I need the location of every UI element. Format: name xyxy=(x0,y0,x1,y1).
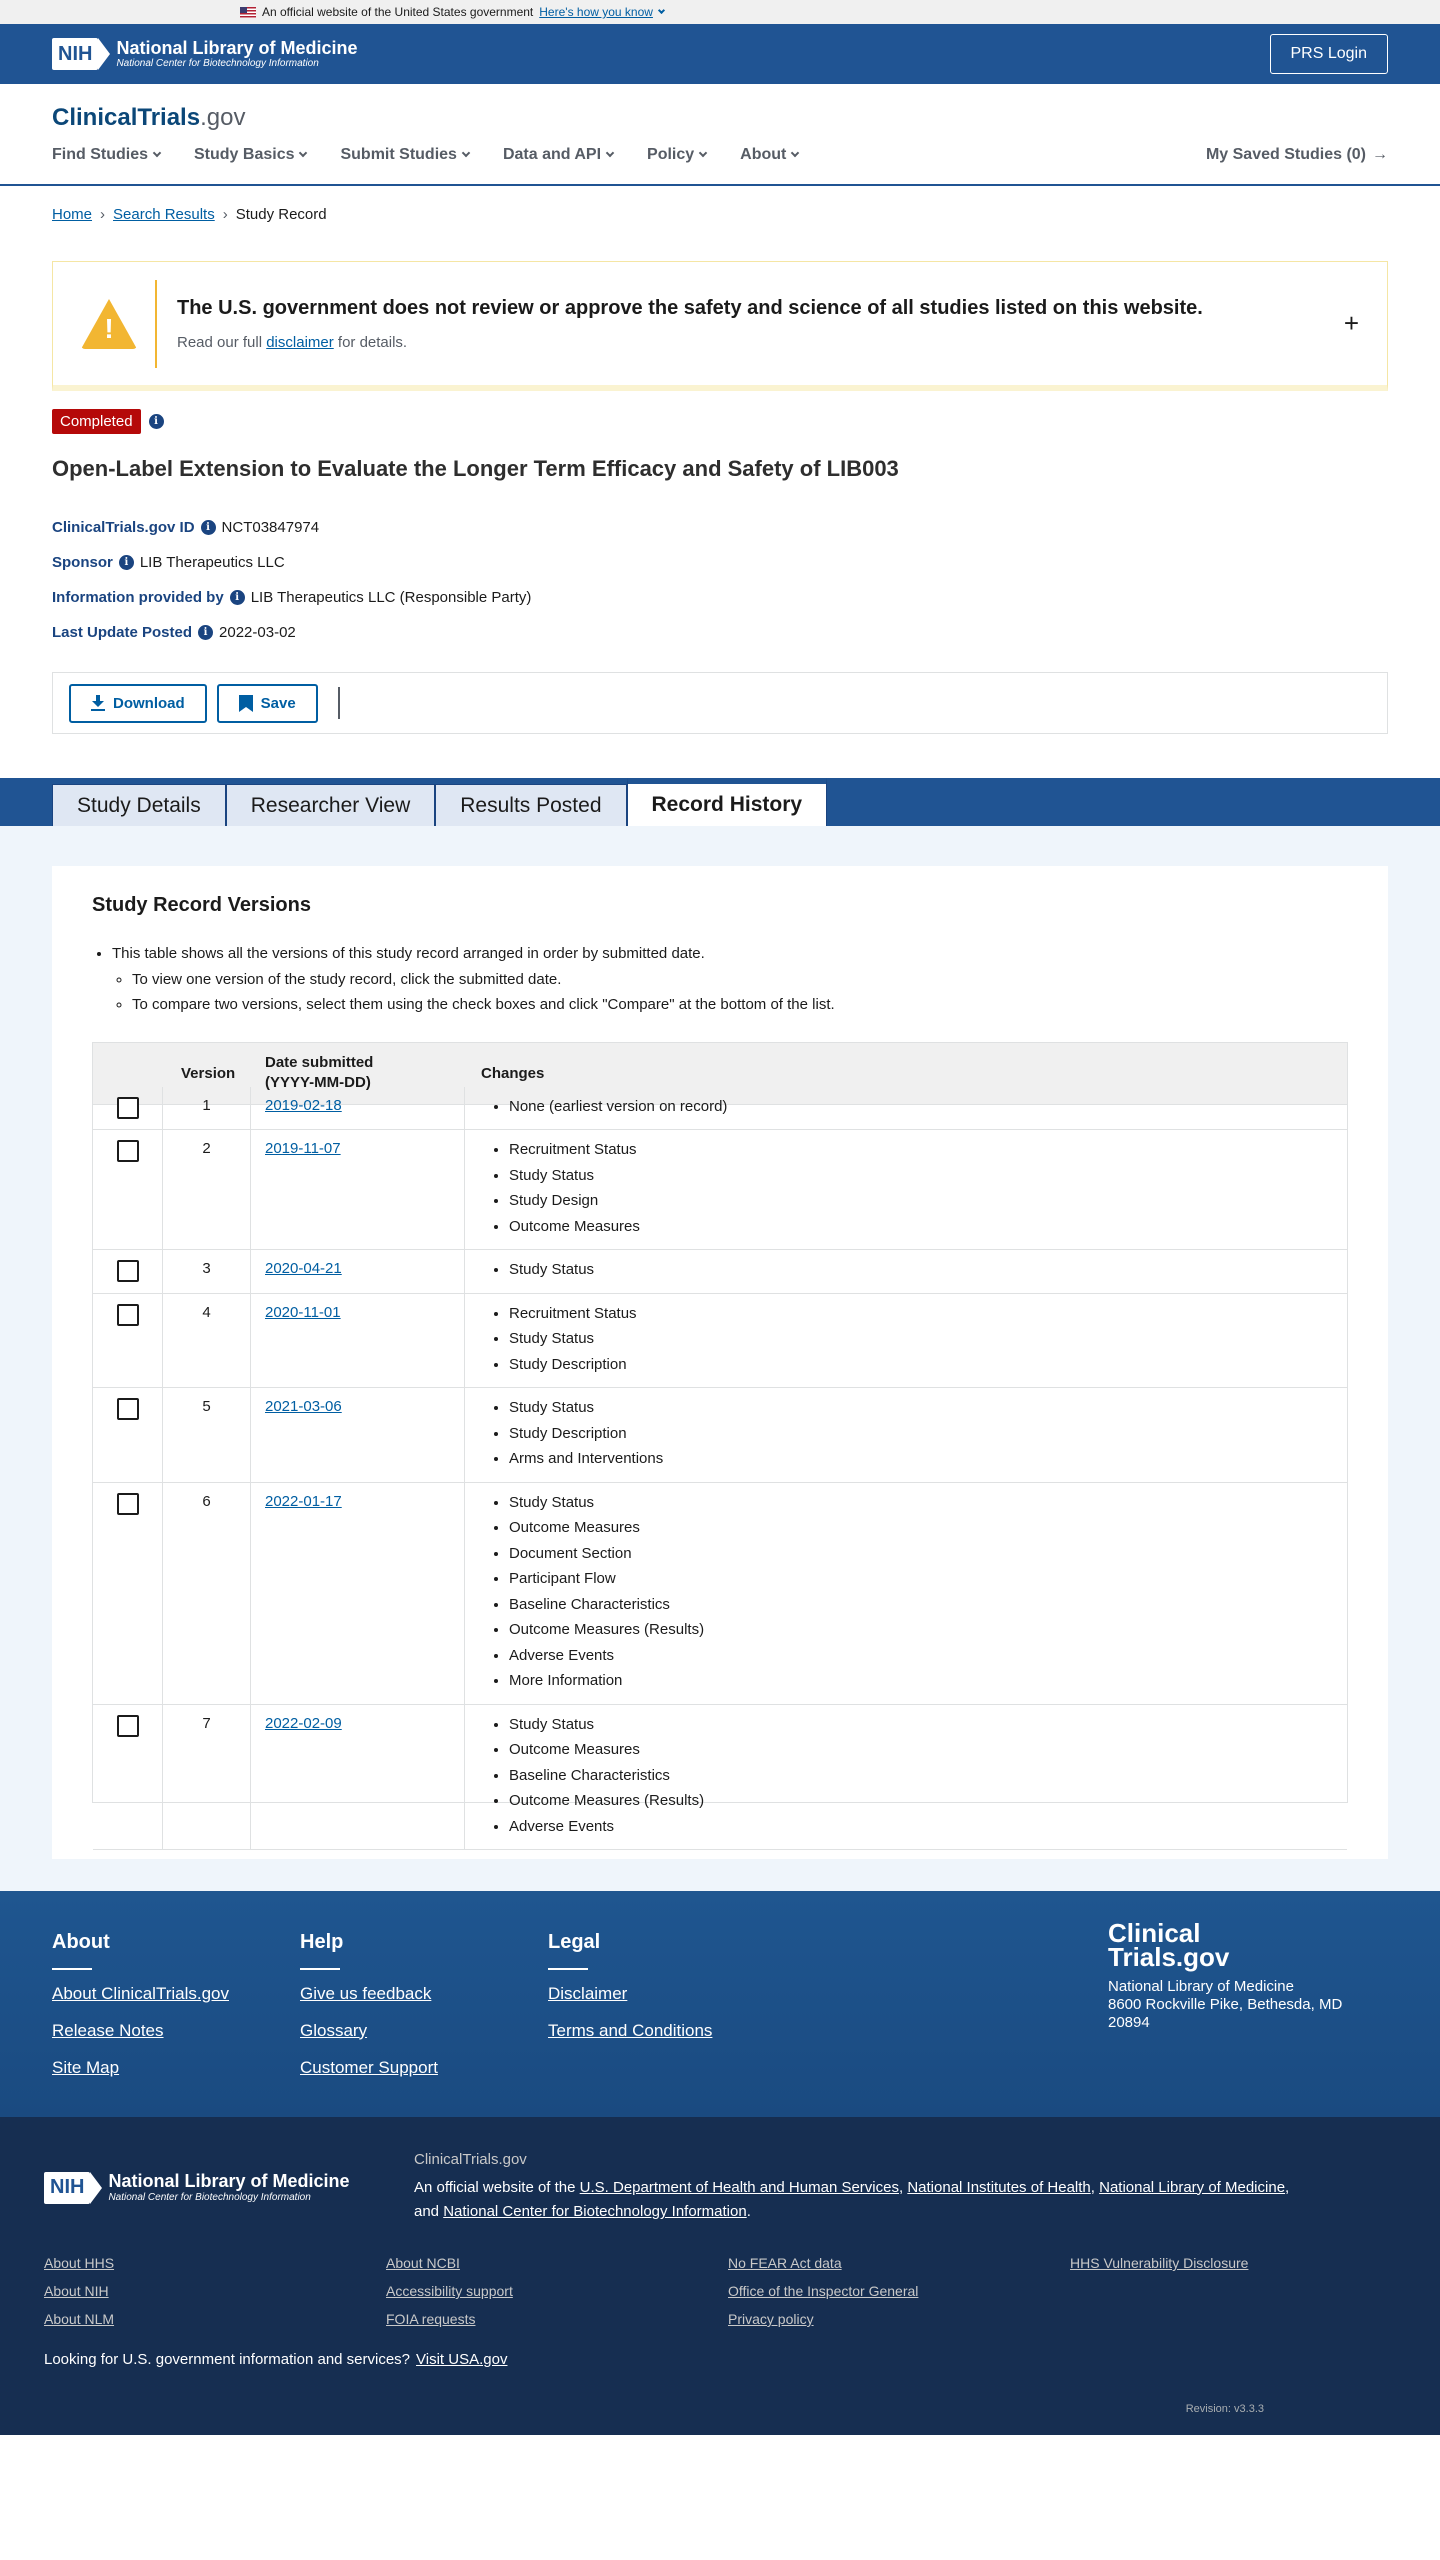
table-row xyxy=(93,1483,1347,1705)
footer-help xyxy=(300,1931,548,2077)
footer-link-terms[interactable]: Terms and Conditions xyxy=(548,2020,713,2040)
date-cell xyxy=(251,1294,465,1388)
header-date-line2: (YYYY-MM-DD) xyxy=(265,1074,371,1091)
row-select-cell xyxy=(93,1294,163,1388)
change-item: • Study Status xyxy=(509,1490,1347,1516)
versions-instructions xyxy=(92,941,1348,1018)
disclaimer-alert xyxy=(52,261,1388,391)
nav-label: Find Studies xyxy=(52,146,148,163)
chevron-down-icon xyxy=(658,6,665,13)
footer-link-about-ct[interactable]: About ClinicalTrials.gov xyxy=(52,1983,229,2003)
change-item: • Recruitment Status xyxy=(509,1137,1347,1163)
link-accessibility[interactable]: Accessibility support xyxy=(386,2283,513,2299)
change-item: • Study Status xyxy=(509,1712,1347,1738)
meta-label: Last Update Posted xyxy=(52,624,193,641)
tab-record-history[interactable]: Record History xyxy=(627,778,828,826)
version-number: 6 xyxy=(163,1483,251,1704)
nih-header xyxy=(0,24,1440,84)
study-tabs xyxy=(0,778,1440,826)
nav-data-and-api[interactable] xyxy=(503,146,613,164)
meta-value: 2022-03-02 xyxy=(219,624,296,641)
footer-about xyxy=(52,1931,300,2077)
footer-link-release-notes[interactable]: Release Notes xyxy=(52,2020,164,2040)
nav-label: Submit Studies xyxy=(340,146,457,163)
version-number: 3 xyxy=(163,1250,251,1293)
header-version: Version xyxy=(181,1064,236,1082)
table-row xyxy=(93,1705,1347,1851)
info-icon[interactable]: i xyxy=(201,520,216,535)
nlm-logo-title: National Library of Medicine xyxy=(116,37,358,58)
table-row xyxy=(93,1250,1347,1294)
row-select-cell xyxy=(93,1087,163,1130)
date-cell xyxy=(251,1483,465,1704)
change-item: • Adverse Events xyxy=(509,1643,1347,1669)
instruction-sub-item: ◦ To compare two versions, select them using the check boxes and click "Compare" at the bottom of the list. xyxy=(132,992,1348,1018)
bookmark-icon xyxy=(239,695,253,712)
footer-legal xyxy=(548,1931,796,2077)
nav-label: Study Basics xyxy=(194,146,295,163)
changes-cell xyxy=(465,1294,1347,1388)
link-about-nih[interactable]: About NIH xyxy=(44,2283,109,2299)
row-select-cell xyxy=(93,1483,163,1704)
change-item: • Baseline Characteristics xyxy=(509,1592,1347,1618)
version-date-link[interactable]: 2022-02-09 xyxy=(265,1714,342,1732)
meta-label: ClinicalTrials.gov ID xyxy=(52,519,195,536)
chevron-down-icon xyxy=(299,149,307,157)
save-button[interactable] xyxy=(217,684,318,723)
change-item: • Arms and Interventions xyxy=(509,1446,1347,1472)
ncbi-link[interactable]: National Center for Biotechnology Information xyxy=(443,2203,747,2221)
link-inspector-general[interactable]: Office of the Inspector General xyxy=(728,2283,919,2299)
versions-panel xyxy=(52,866,1388,1859)
version-date-link[interactable]: 2021-03-06 xyxy=(265,1398,342,1415)
version-number: 7 xyxy=(163,1705,251,1850)
row-select-cell xyxy=(93,1250,163,1293)
usa-text: Looking for U.S. government information and services? xyxy=(44,2351,411,2368)
nih-link[interactable]: National Institutes of Health xyxy=(907,2178,1091,2196)
versions-heading: Study Record Versions xyxy=(92,894,311,916)
main-nav xyxy=(52,146,1388,164)
warning-icon: ! xyxy=(81,299,137,349)
version-number: 1 xyxy=(163,1087,251,1130)
change-item: • Study Description xyxy=(509,1352,1347,1378)
site-header xyxy=(0,84,1440,186)
footer-org: National Library of Medicine xyxy=(1108,1977,1294,1995)
tab-results-posted[interactable]: Results Posted xyxy=(435,784,626,826)
nlm-link[interactable]: National Library of Medicine xyxy=(1099,2178,1286,2196)
change-item: • More Information xyxy=(509,1668,1347,1694)
versions-table xyxy=(92,1042,1348,1835)
divider xyxy=(548,1968,588,1970)
record-history-section xyxy=(0,826,1440,1891)
change-item: • Study Description xyxy=(509,1421,1347,1447)
chevron-down-icon xyxy=(791,149,799,157)
study-meta xyxy=(52,510,1388,650)
footer-street: 8600 Rockville Pike, Bethesda, MD 20894 xyxy=(1108,1995,1343,2031)
empty-cell xyxy=(1070,2311,1412,2327)
divider xyxy=(155,280,157,368)
saved-studies-label: My Saved Studies (0) xyxy=(1205,146,1366,163)
changes-cell xyxy=(465,1130,1347,1249)
divider xyxy=(300,1968,340,1970)
meta-last-update xyxy=(52,615,1388,650)
version-checkbox[interactable] xyxy=(117,1304,139,1326)
download-button[interactable] xyxy=(69,684,207,723)
chevron-right-icon: › xyxy=(100,206,106,223)
divider xyxy=(52,1968,92,1970)
disclaimer-post: for details. xyxy=(333,333,408,351)
version-checkbox[interactable] xyxy=(117,1715,139,1737)
breadcrumb-search-results[interactable]: Search Results xyxy=(113,206,215,223)
date-cell xyxy=(251,1130,465,1249)
nav-study-basics[interactable] xyxy=(194,146,306,164)
change-item: • Study Status xyxy=(509,1163,1347,1189)
status-badge: Completed xyxy=(52,409,141,434)
change-item: • Study Status xyxy=(509,1257,1347,1283)
info-icon[interactable]: i xyxy=(149,414,164,429)
nlm-footer xyxy=(0,2117,1440,2435)
link-no-fear-act[interactable]: No FEAR Act data xyxy=(728,2255,842,2271)
disclaimer-title: The U.S. government does not review or approve the safety and science of all studies listed on this website. xyxy=(177,296,1203,319)
table-row xyxy=(93,1087,1347,1131)
row-select-cell xyxy=(93,1388,163,1482)
footer-link-glossary[interactable]: Glossary xyxy=(300,2020,368,2040)
official-pre: An official website of the xyxy=(414,2178,580,2196)
meta-label: Information provided by xyxy=(52,589,224,606)
site-tld: .gov xyxy=(200,104,246,131)
meta-sponsor xyxy=(52,545,1388,580)
visit-usa-gov-link[interactable]: Visit USA.gov xyxy=(416,2351,508,2368)
nav-about[interactable] xyxy=(740,146,798,164)
table-row xyxy=(93,1294,1347,1389)
version-checkbox[interactable] xyxy=(117,1140,139,1162)
meta-value: NCT03847974 xyxy=(221,519,320,536)
version-checkbox[interactable] xyxy=(117,1398,139,1420)
change-item: • Outcome Measures xyxy=(509,1214,1347,1240)
change-item: • Outcome Measures (Results) xyxy=(509,1788,1347,1814)
divider xyxy=(338,687,340,719)
us-flag-icon xyxy=(240,7,256,18)
table-body-scroll[interactable] xyxy=(93,1096,1347,1835)
usa-gov-line xyxy=(44,2351,1396,2368)
clinicaltrials-logo[interactable] xyxy=(52,104,1388,132)
version-checkbox[interactable] xyxy=(117,1260,139,1282)
header-date-line1: Date submitted xyxy=(265,1053,374,1071)
status-row xyxy=(52,409,1388,434)
change-item: • Outcome Measures xyxy=(509,1737,1347,1763)
footer-logo-line1: Clinical xyxy=(1108,1917,1201,1948)
info-icon[interactable]: i xyxy=(198,625,213,640)
changes-cell xyxy=(465,1087,1347,1130)
footer-bottom-links xyxy=(44,2255,1396,2327)
nlm-logo-title: National Library of Medicine xyxy=(108,2171,350,2192)
chevron-down-icon xyxy=(699,149,707,157)
footer-official-text: ClinicalTrials.gov An official website of the U.S. Department of Health and Human Services, National Institutes of Health, National Library of Medicine, and National Center for Biotechnology Information. xyxy=(414,2150,1290,2221)
link-about-ncbi[interactable]: About NCBI xyxy=(386,2255,460,2271)
tab-study-details[interactable]: Study Details xyxy=(52,784,226,826)
chevron-right-icon: › xyxy=(222,206,228,223)
chevron-down-icon xyxy=(462,149,470,157)
save-label: Save xyxy=(260,694,296,712)
row-select-cell xyxy=(93,1130,163,1249)
site-name: ClinicalTrials xyxy=(52,104,201,131)
footer-heading: Legal xyxy=(548,1930,601,1953)
prs-login-button[interactable]: PRS Login xyxy=(1270,34,1389,74)
footer-link-feedback[interactable]: Give us feedback xyxy=(300,1983,432,2003)
change-item: • Document Section xyxy=(509,1541,1347,1567)
footer-link-support[interactable]: Customer Support xyxy=(300,2057,438,2077)
table-row xyxy=(93,1388,1347,1483)
gov-banner xyxy=(0,0,1440,24)
change-item: • Study Status xyxy=(509,1395,1347,1421)
action-bar xyxy=(52,672,1388,734)
revision-label: Revision: v3.3.3 xyxy=(1185,2402,1264,2415)
footer-address xyxy=(1108,1978,1358,2032)
version-date-link[interactable]: 2022-01-17 xyxy=(265,1492,342,1510)
meta-label: Sponsor xyxy=(52,554,113,571)
instruction-item xyxy=(112,941,1348,1018)
change-item: • None (earliest version on record) xyxy=(509,1094,1347,1120)
heres-how-you-know-link[interactable]: Here's how you know xyxy=(539,5,653,19)
nih-logo-box: NIH xyxy=(52,38,98,70)
link-privacy[interactable]: Privacy policy xyxy=(728,2311,814,2327)
nlm-logo-subtitle: National Center for Biotechnology Information xyxy=(116,58,319,70)
gov-banner-text: An official website of the United States government xyxy=(262,5,534,19)
breadcrumb-home[interactable]: Home xyxy=(52,206,93,223)
changes-cell xyxy=(465,1705,1347,1850)
breadcrumb-current: Study Record xyxy=(235,206,327,223)
footer-nlm-logo[interactable] xyxy=(44,2151,354,2226)
info-icon[interactable]: i xyxy=(230,590,245,605)
footer-brand xyxy=(1108,1917,1358,2032)
meta-value: LIB Therapeutics LLC xyxy=(139,554,285,571)
version-checkbox[interactable] xyxy=(117,1097,139,1119)
footer-heading: About xyxy=(52,1930,110,1953)
date-cell xyxy=(251,1087,465,1130)
changes-cell xyxy=(465,1250,1347,1293)
version-number: 4 xyxy=(163,1294,251,1388)
footer-link-disclaimer[interactable]: Disclaimer xyxy=(548,1983,628,2003)
version-number: 2 xyxy=(163,1130,251,1249)
expand-plus-icon[interactable]: + xyxy=(1343,308,1359,338)
change-item: • Outcome Measures xyxy=(509,1515,1347,1541)
hhs-link[interactable]: U.S. Department of Health and Human Services xyxy=(579,2178,899,2196)
download-label: Download xyxy=(113,694,185,712)
footer-heading: Help xyxy=(300,1930,344,1953)
footer-ct-logo[interactable] xyxy=(1108,1917,1358,1973)
footer-link-site-map[interactable]: Site Map xyxy=(52,2057,120,2077)
chevron-down-icon xyxy=(153,149,161,157)
nav-label: About xyxy=(740,146,787,163)
link-about-nlm[interactable]: About NLM xyxy=(44,2311,115,2327)
nav-label: Data and API xyxy=(502,146,602,163)
disclaimer-text xyxy=(177,334,1203,351)
link-hhs-vulnerability[interactable]: HHS Vulnerability Disclosure xyxy=(1070,2255,1249,2271)
version-date-link[interactable]: 2020-11-01 xyxy=(265,1303,341,1321)
changes-cell xyxy=(465,1388,1347,1482)
change-item: • Recruitment Status xyxy=(509,1301,1347,1327)
link-foia[interactable]: FOIA requests xyxy=(386,2311,476,2327)
study-title: Open-Label Extension to Evaluate the Longer Term Efficacy and Safety of LIB003 xyxy=(52,456,899,481)
instruction-text: This table shows all the versions of this study record arranged in order by submitted date. xyxy=(112,945,705,962)
changes-cell xyxy=(465,1483,1347,1704)
change-item: • Participant Flow xyxy=(509,1566,1347,1592)
nav-find-studies[interactable] xyxy=(52,146,160,164)
row-select-cell xyxy=(93,1705,163,1850)
footer-logo-line2: Trials.gov xyxy=(1108,1942,1230,1973)
version-date-link[interactable]: 2019-11-07 xyxy=(265,1140,341,1157)
instruction-sub-item: ◦ To view one version of the study record, click the submitted date. xyxy=(132,967,1348,993)
date-cell xyxy=(251,1388,465,1482)
header-changes: Changes xyxy=(481,1064,545,1082)
change-item: • Study Design xyxy=(509,1188,1347,1214)
date-cell xyxy=(251,1250,465,1293)
nlm-logo[interactable] xyxy=(52,38,358,70)
meta-nct-id xyxy=(52,510,1388,545)
version-date-link[interactable]: 2019-02-18 xyxy=(265,1096,342,1114)
version-number: 5 xyxy=(163,1388,251,1482)
breadcrumb xyxy=(0,186,1440,243)
date-cell xyxy=(251,1705,465,1850)
site-footer xyxy=(0,1891,1440,2117)
nav-submit-studies[interactable] xyxy=(340,146,468,164)
chevron-down-icon xyxy=(606,149,614,157)
version-date-link[interactable]: 2020-04-21 xyxy=(265,1260,342,1277)
disclaimer-pre: Read our full xyxy=(177,333,267,351)
change-item: • Outcome Measures (Results) xyxy=(509,1617,1347,1643)
version-checkbox[interactable] xyxy=(117,1493,139,1515)
link-about-hhs[interactable]: About HHS xyxy=(44,2255,115,2271)
info-icon[interactable]: i xyxy=(119,555,134,570)
meta-value: LIB Therapeutics LLC (Responsible Party) xyxy=(250,589,532,606)
change-item: • Study Status xyxy=(509,1326,1347,1352)
arrow-right-icon: → xyxy=(1372,146,1388,163)
footer-site-name: ClinicalTrials.gov xyxy=(414,2150,527,2168)
change-item: • Adverse Events xyxy=(509,1814,1347,1840)
table-row xyxy=(93,1130,1347,1250)
and-text: and xyxy=(414,2203,440,2221)
nlm-logo-subtitle: National Center for Biotechnology Information xyxy=(108,2192,311,2204)
disclaimer-link[interactable]: disclaimer xyxy=(266,333,334,351)
my-saved-studies-link[interactable] xyxy=(1206,146,1388,164)
meta-info-provided-by xyxy=(52,580,1388,615)
change-item: • Baseline Characteristics xyxy=(509,1763,1347,1789)
nih-logo-box: NIH xyxy=(44,2172,90,2204)
nav-label: Policy xyxy=(647,146,695,163)
download-icon xyxy=(91,695,105,711)
tab-researcher-view[interactable]: Researcher View xyxy=(226,784,436,826)
nav-policy[interactable] xyxy=(647,146,706,164)
empty-cell xyxy=(1070,2283,1412,2299)
